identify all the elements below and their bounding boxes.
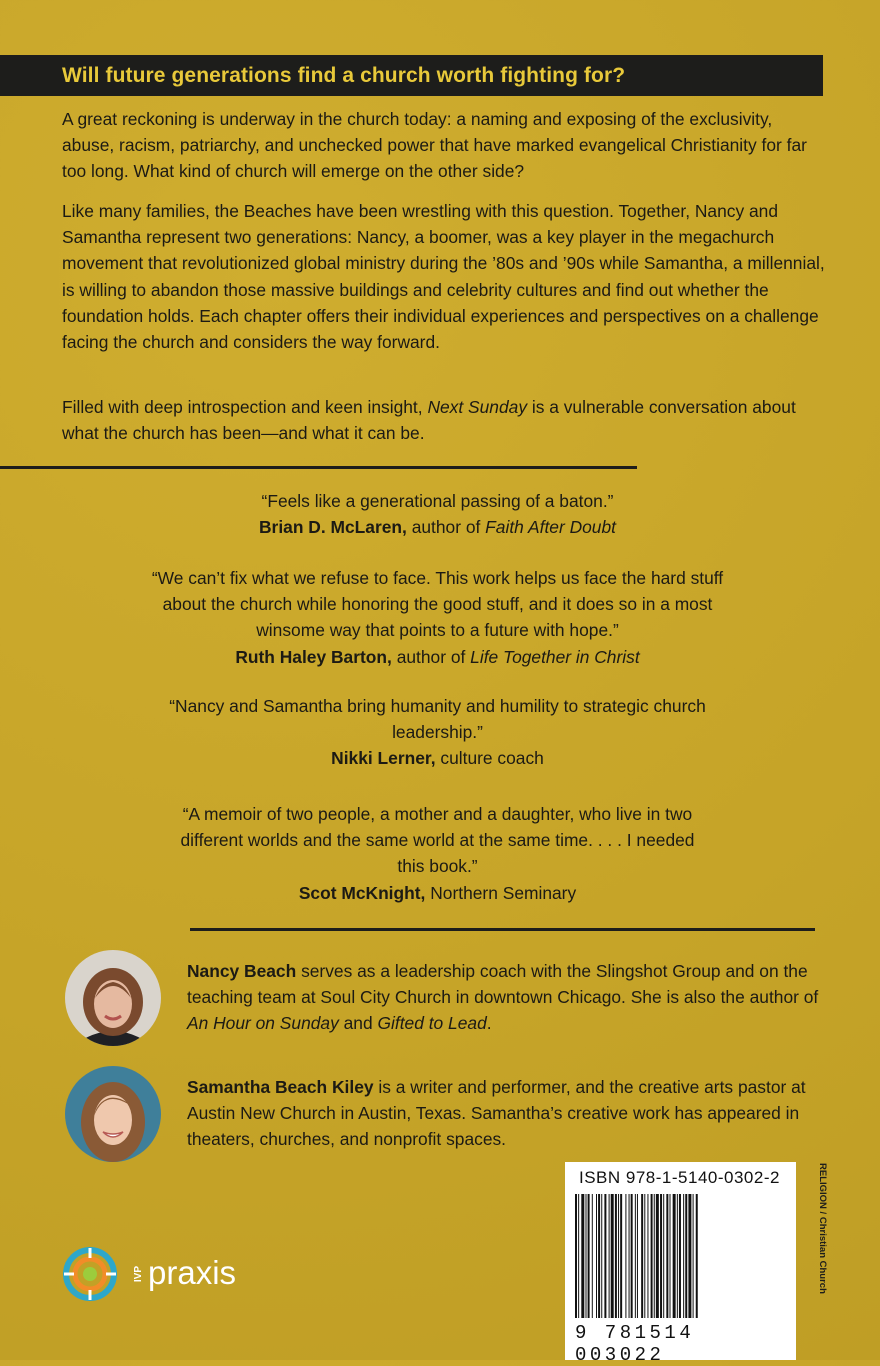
endorsement-attribution: Brian D. McLaren, author of Faith After Doubt [259, 517, 616, 538]
barcode-bar [611, 1194, 614, 1318]
endorsement-attribution: Scot McKnight, Northern Seminary [298, 882, 577, 903]
barcode-box [565, 1162, 796, 1366]
endorsement [130, 565, 745, 670]
blurb-paragraph-3: Filled with deep introspection and keen insight, Next Sunday is a vulnerable conversation about what the church has been—and what it can be. [62, 397, 796, 444]
barcode-bar [679, 1194, 681, 1318]
barcode-bar [609, 1194, 610, 1318]
barcode-bar [673, 1194, 676, 1318]
headline-bar [0, 55, 823, 96]
endorsement [110, 488, 765, 540]
barcode-bar [586, 1194, 587, 1318]
barcode-bar [666, 1194, 668, 1318]
barcode-bar [660, 1194, 662, 1318]
endorsement-quote: “We can’t fix what we refuse to face. This work helps us face the hard stuff about the church while honoring the good stuff, and it does so in a most winsome way that points to a future with hope.” [151, 568, 724, 641]
barcode-bar [625, 1194, 626, 1318]
endorsement-quote: “Feels like a generational passing of a baton.” [261, 491, 614, 511]
barcode-bar [677, 1194, 678, 1318]
blurb-paragraph-1: A great reckoning is underway in the church today: a naming and exposing of the exclusivity, abuse, racism, patriarchy, and unchecked power that have marked evangelical Christianity for far too long. What kind of church will emerge on the other side? [62, 109, 807, 182]
barcode-bar [578, 1194, 579, 1318]
imprint-label: IVP [133, 1266, 144, 1283]
barcode-bar [615, 1194, 617, 1318]
barcode-bar [685, 1194, 687, 1318]
barcode-bar [683, 1194, 684, 1318]
author-photo-samantha [65, 1066, 161, 1162]
barcode-bar [598, 1194, 600, 1318]
barcode-bar [656, 1194, 659, 1318]
barcode-bar [670, 1194, 671, 1318]
barcode-bar [688, 1194, 691, 1318]
barcode-bar [631, 1194, 633, 1318]
barcode-bar [581, 1194, 584, 1318]
barcode-bar [588, 1194, 590, 1318]
barcode-bar [596, 1194, 597, 1318]
endorsement-quote: “Nancy and Samantha bring humanity and humility to strategic church leadership.” [169, 696, 706, 743]
bio-nancy: Nancy Beach serves as a leadership coach with the Slingshot Group and on the teaching team at Soul City Church in downtown Chicago. She is also the author of An Hour on Sunday and Gifted to Lead. [187, 961, 819, 1034]
publisher-name: praxis [148, 1254, 237, 1291]
barcode-bar [618, 1194, 619, 1318]
barcode-number: 9 781514 003022 [575, 1322, 695, 1366]
endorsement [160, 693, 715, 772]
barcode-bar [644, 1194, 645, 1318]
barcode-bar [693, 1194, 694, 1318]
endorsement-attribution: Nikki Lerner, culture coach [331, 748, 544, 769]
barcode-bar [647, 1194, 648, 1318]
barcode-bar [663, 1194, 664, 1318]
barcode [575, 1194, 786, 1318]
divider [0, 466, 637, 469]
praxis-target-icon [62, 1246, 122, 1306]
blurb-paragraph-2: Like many families, the Beaches have been wrestling with this question. Together, Nancy and Samantha represent two generations: Nancy, a boomer, was a key player in the megachurch movement that revolutionized global ministry during the ’80s and ’90s while Samantha, a millennial, is willing to abandon those massive buildings and celebrity cultures and find out whether the foundation holds. Each chapter offers their individual experiences and perspectives on a challenge facing the church and considers the way forward. [62, 201, 825, 353]
publisher-logo [62, 1248, 262, 1304]
barcode-bar [635, 1194, 636, 1318]
barcode-bar [637, 1194, 638, 1318]
book-title: Next Sunday [427, 397, 528, 417]
isbn: ISBN 978-1-5140-0302-2 [579, 1168, 780, 1187]
endorsement-quote: “A memoir of two people, a mother and a daughter, who live in two different worlds and the same world at the same time. . . . I needed this book.” [180, 804, 695, 877]
barcode-bar [654, 1194, 655, 1318]
barcode-bar [620, 1194, 622, 1318]
barcode-bar [601, 1194, 602, 1318]
author-photo-nancy [65, 950, 161, 1046]
divider [190, 928, 815, 931]
barcode-bar [592, 1194, 593, 1318]
endorsement-attribution: Ruth Haley Barton, author of Life Together in Christ [235, 646, 640, 667]
headline: Will future generations find a church worth fighting for? [62, 64, 626, 87]
barcode-bar [604, 1194, 606, 1318]
barcode-bar [575, 1194, 577, 1318]
barcode-bar [696, 1194, 698, 1318]
category-label: RELIGION / Christian Church [817, 1163, 828, 1294]
barcode-bar [641, 1194, 643, 1318]
barcode-bar [651, 1194, 653, 1318]
barcode-bar [629, 1194, 630, 1318]
endorsement [175, 801, 700, 906]
bio-samantha: Samantha Beach Kiley is a writer and performer, and the creative arts pastor at Austin New Church in Austin, Texas. Samantha’s creative work has appeared in theaters, churches, and nonprofit spaces. [187, 1077, 806, 1150]
